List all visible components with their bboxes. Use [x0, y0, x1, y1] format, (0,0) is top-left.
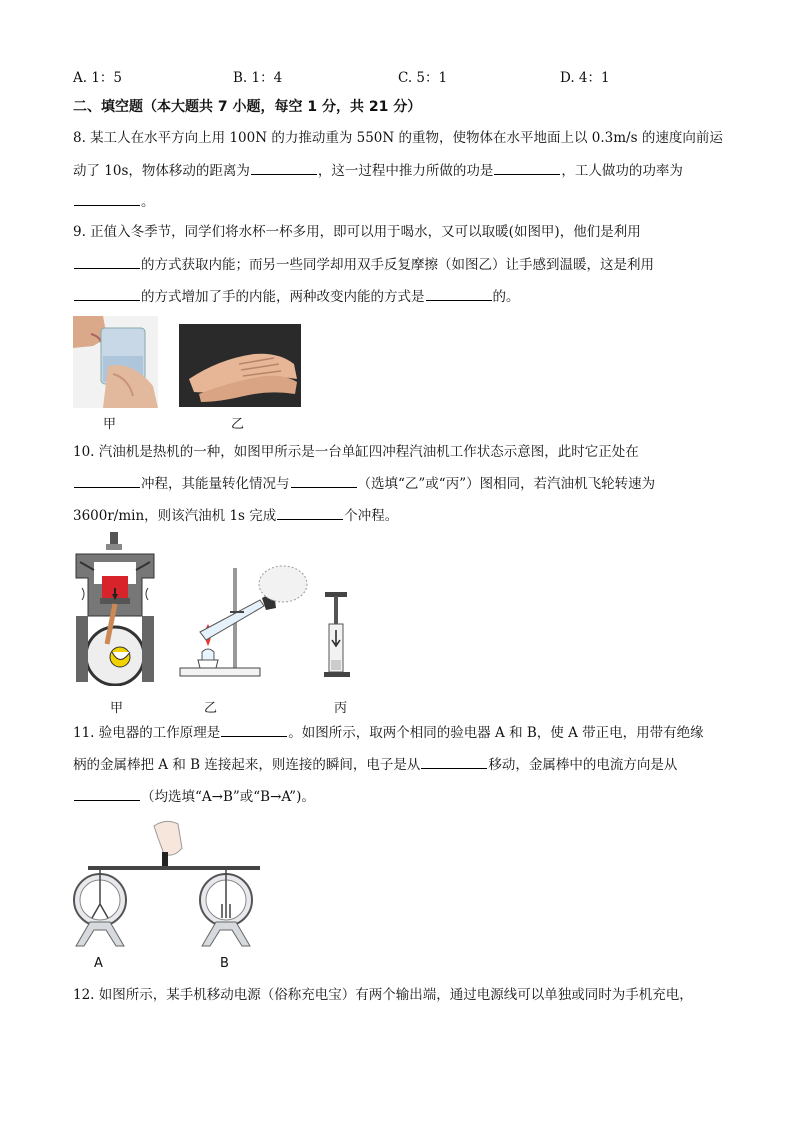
q11-text: 。如图所示，取两个相同的验电器 A 和 B，使 A 带正电，用带有绝缘	[288, 725, 704, 741]
q11-text: 柄的金属棒把 A 和 B 连接起来，则连接的瞬间，电子是从	[73, 757, 421, 773]
q8-line1: 8. 某工人在水平方向上用 100N 的力推动重为 550N 的重物，使物体在水平地面上以 0.3m/s 的速度向前运	[73, 130, 723, 146]
q8-line2	[73, 160, 683, 181]
option-d: D. 4：1	[560, 70, 610, 86]
answer-blank[interactable]	[74, 473, 140, 488]
figure-caption: 丙	[334, 701, 348, 716]
figure-caption: 甲	[110, 701, 124, 716]
option-b: B. 1：4	[233, 70, 283, 86]
q10-line3	[73, 505, 398, 526]
answer-blank[interactable]	[74, 786, 140, 801]
q11-line2	[73, 754, 677, 775]
q11-line3	[73, 786, 315, 807]
answer-blank[interactable]	[277, 505, 343, 520]
answer-blank[interactable]	[251, 160, 317, 175]
q10-text: 3600r/min，则该汽油机 1s 完成	[73, 508, 277, 524]
option-a: A. 1：5	[73, 70, 123, 86]
q10-line1: 10. 汽油机是热机的一种，如图甲所示是一台单缸四冲程汽油机工作状态示意图，此时它正处在	[73, 444, 639, 460]
q10-text: 冲程，其能量转化情况与	[141, 476, 290, 492]
section-title: 二、填空题（本大题共 7 小题，每空 1 分，共 21 分）	[73, 99, 422, 115]
q11-text: （均选填“A→B”或“B→A”)。	[141, 789, 315, 805]
q11-text: 11. 验电器的工作原理是	[73, 725, 221, 741]
q8-text: ，工人做功的功率为	[561, 163, 683, 179]
q10-text: 个冲程。	[344, 508, 399, 524]
q11-line1	[73, 722, 704, 743]
q9-line2	[73, 254, 654, 275]
rubbing-hands-photo	[179, 324, 301, 407]
q8-text: ，这一过程中推力所做的功是	[317, 163, 494, 179]
air-pump-diagram	[322, 590, 352, 682]
figure-caption: 乙	[231, 417, 245, 432]
figure-caption: 甲	[103, 417, 117, 432]
figure-caption: 乙	[204, 701, 218, 716]
answer-blank[interactable]	[74, 254, 140, 269]
electroscope-label-a: A	[94, 956, 103, 971]
q9-text: 的方式增加了手的内能，两种改变内能的方式是	[141, 289, 425, 305]
q9-line1: 9. 正值入冬季节，同学们将水杯一杯多用，即可以用于喝水，又可以取暖(如图甲)，他们是利用	[73, 224, 641, 240]
answer-blank[interactable]	[74, 191, 140, 206]
electroscope-label-b: B	[220, 956, 229, 971]
option-c: C. 5：1	[398, 70, 448, 86]
q11-text: 移动，金属棒中的电流方向是从	[488, 757, 678, 773]
answer-blank[interactable]	[421, 754, 487, 769]
q10-line2	[73, 473, 655, 494]
q8-text: 。	[141, 194, 155, 210]
answer-blank[interactable]	[221, 722, 287, 737]
answer-blank[interactable]	[291, 473, 357, 488]
q10-text: （选填“乙”或“丙”）图相同，若汽油机飞轮转速为	[357, 476, 656, 492]
q8-line3	[73, 191, 155, 212]
q9-text: 的。	[492, 289, 520, 305]
answer-blank[interactable]	[494, 160, 560, 175]
answer-blank[interactable]	[74, 286, 140, 301]
drinking-water-photo	[73, 316, 158, 408]
electroscope-diagram	[66, 818, 266, 958]
q12-line1: 12. 如图所示，某手机移动电源（俗称充电宝）有两个输出端，通过电源线可以单独或同时为手机充电，	[73, 987, 693, 1003]
q9-text: 的方式获取内能；而另一些同学却用双手反复摩擦（如图乙）让手感到温暖，这是利用	[141, 257, 654, 273]
q9-line3	[73, 286, 520, 307]
test-tube-experiment	[178, 560, 308, 680]
engine-diagram	[72, 532, 158, 686]
answer-blank[interactable]	[426, 286, 492, 301]
q8-text: 动了 10s，物体移动的距离为	[73, 163, 250, 179]
